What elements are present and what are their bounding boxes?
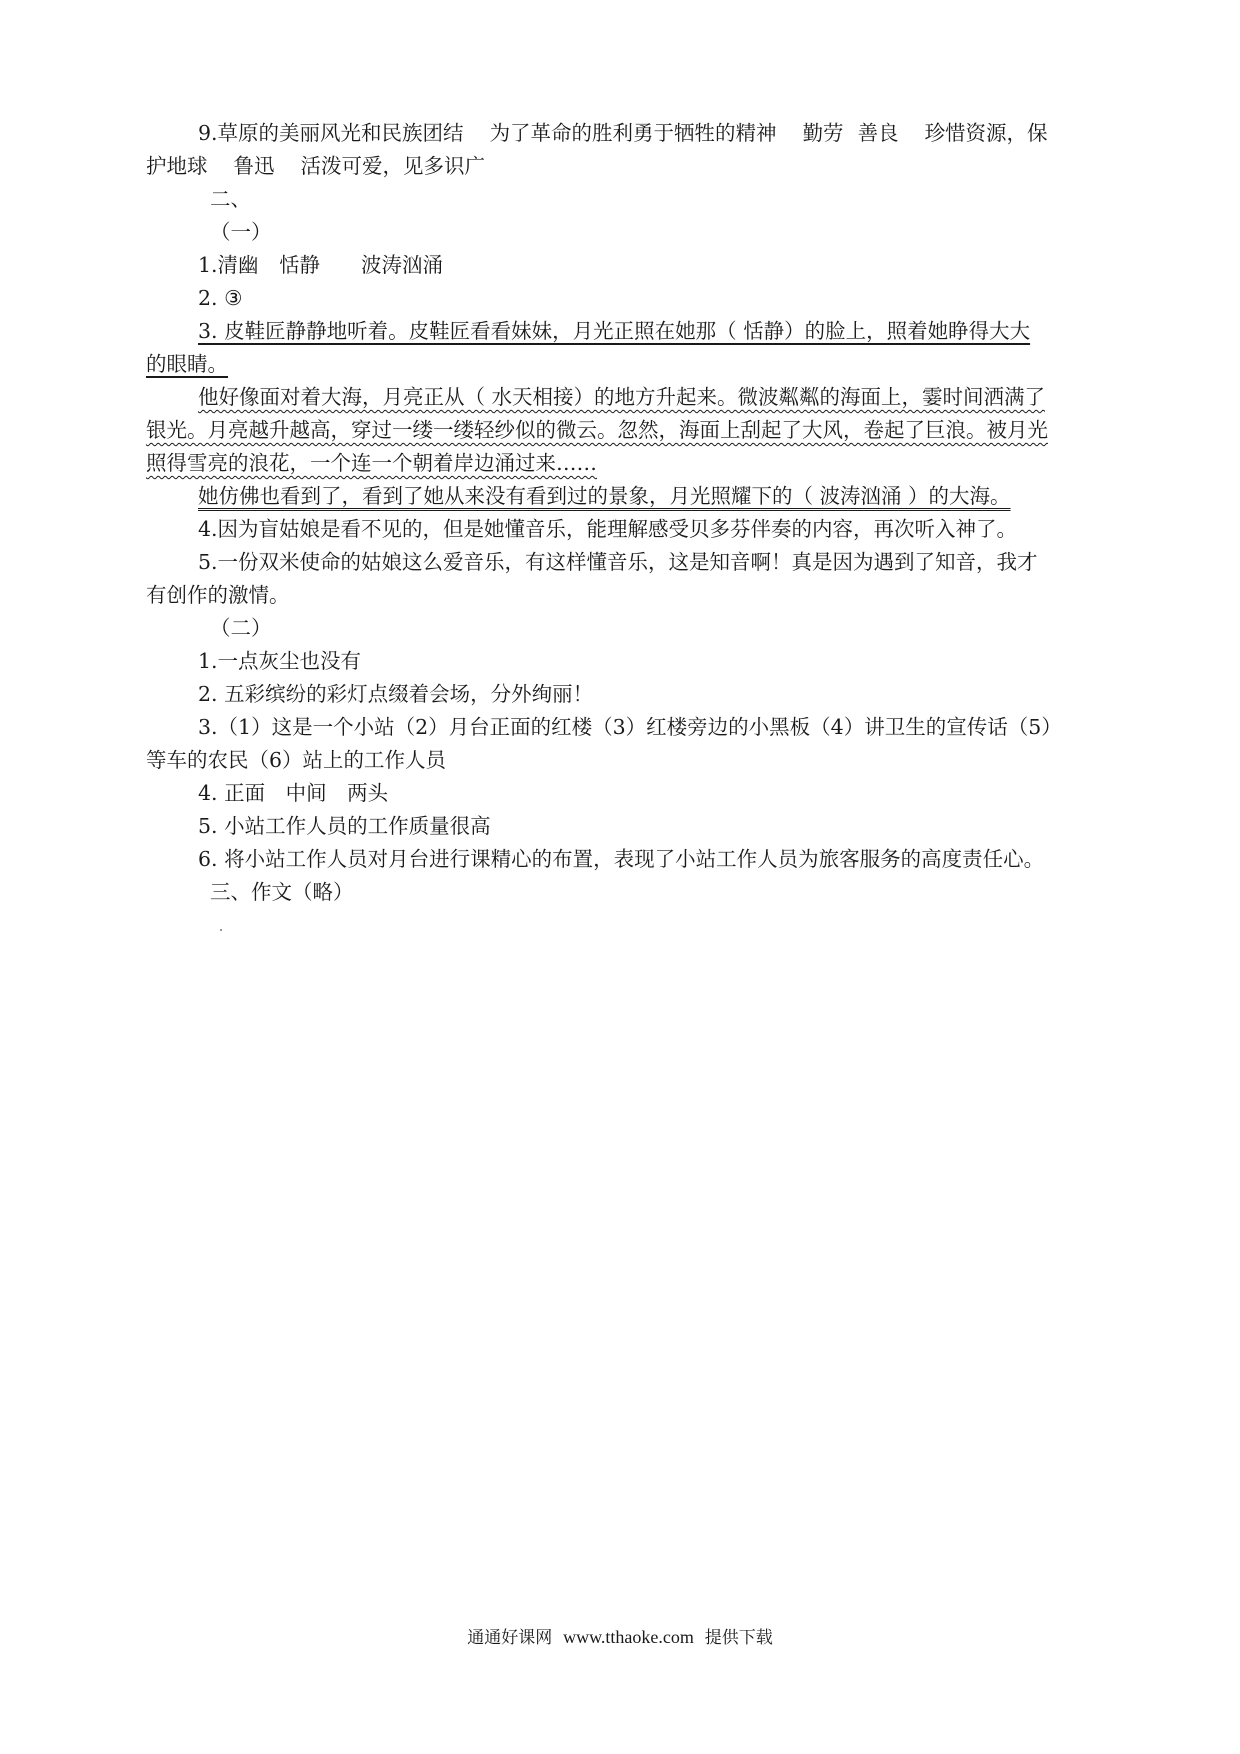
- sub-1-q3-line-1: [146, 315, 1104, 348]
- part-3-heading: 三、作文（略）: [210, 880, 354, 904]
- sub-2-heading: （二）: [210, 616, 272, 640]
- sub-1-q5-line-2: 有创作的激情。: [146, 583, 290, 607]
- footer-site-name: 通通好课网: [467, 1628, 553, 1648]
- stray-dot: [220, 929, 222, 931]
- sub-2-q1: 1.一点灰尘也没有: [198, 649, 362, 673]
- wavy-underlined-passage: 银光。月亮越升越高，穿过一缕一缕轻纱似的微云。忽然，海面上刮起了大风，卷起了巨浪。被月光: [146, 418, 1048, 442]
- sub-2-q4: 4. 正面 中间 两头: [198, 781, 389, 805]
- answer-9-part-2: 为了革命的胜利勇于牺牲的精神: [489, 121, 777, 145]
- double-underlined-passage: 她仿佛也看到了，看到了她从来没有看到过的景象，月光照耀下的（ 波涛汹涌 ）的大海。: [198, 484, 1011, 508]
- wavy-underlined-passage: 照得雪亮的浪花，一个连一个朝着岸边涌过来……: [146, 451, 597, 475]
- sub-1-passage-2-line-3: [146, 447, 1104, 480]
- sub-1-q5-line-1: 5.一份双米使命的姑娘这么爱音乐，有这样懂音乐，这是知音啊！真是因为遇到了知音，我才: [198, 550, 1038, 574]
- footer-download-note: 提供下载: [704, 1628, 773, 1648]
- answer-9-part-3: 勤劳: [802, 121, 844, 145]
- answer-9-part-7: 鲁迅: [233, 154, 275, 178]
- wavy-underlined-passage: 他好像面对着大海，月亮正从（ 水天相接）的地方升起来。微波粼粼的海面上，霎时间洒满了: [198, 385, 1046, 409]
- answer-9-part-4: 善良: [857, 121, 899, 145]
- underlined-passage: 3. 皮鞋匠静静地听着。皮鞋匠看看妹妹，月光正照在她那（ 恬静）的脸上，照着她睁得大大: [198, 319, 1031, 343]
- answer-9-part-5: 珍惜资源，保: [924, 121, 1048, 145]
- answer-9-part-1: 9.草原的美丽风光和民族团结: [198, 121, 464, 145]
- answer-9-part-6: 护地球: [146, 154, 208, 178]
- sub-1-passage-3: [146, 480, 1104, 513]
- part-2-heading: 二、: [210, 187, 251, 211]
- sub-1-q1: 1.清幽 恬静 波涛汹涌: [198, 253, 444, 277]
- sub-2-q3-line-2: 等车的农民（6）站上的工作人员: [146, 748, 447, 772]
- page-footer: [0, 1625, 1240, 1650]
- sub-2-q5: 5. 小站工作人员的工作质量很高: [198, 814, 491, 838]
- sub-1-passage-2-line-1: [146, 381, 1104, 414]
- sub-1-q4: 4.因为盲姑娘是看不见的，但是她懂音乐，能理解感受贝多芬伴奏的内容，再次听入神了。: [198, 517, 1018, 541]
- answer-9-part-8: 活泼可爱，见多识广: [300, 154, 485, 178]
- sub-2-q3-line-1: 3.（1）这是一个小站（2）月台正面的红楼（3）红楼旁边的小黑板（4）讲卫生的宣传话（5）: [198, 715, 1062, 739]
- answer-9-line-1: [146, 117, 1104, 150]
- underlined-passage: 的眼睛。: [146, 352, 228, 376]
- answer-9-line-2: [146, 150, 1104, 183]
- sub-1-heading: （一）: [210, 220, 272, 244]
- sub-2-q2: 2. 五彩缤纷的彩灯点缀着会场，分外绚丽！: [198, 682, 594, 706]
- sub-2-q6: 6. 将小站工作人员对月台进行课精心的布置，表现了小站工作人员为旅客服务的高度责任心。: [198, 847, 1045, 871]
- sub-1-q3-line-2: [146, 348, 1104, 381]
- document-body: [146, 117, 1104, 909]
- sub-1-passage-2-line-2: [146, 414, 1104, 447]
- sub-1-q2: 2. ③: [198, 286, 243, 310]
- footer-url: www.tthaoke.com: [563, 1627, 694, 1647]
